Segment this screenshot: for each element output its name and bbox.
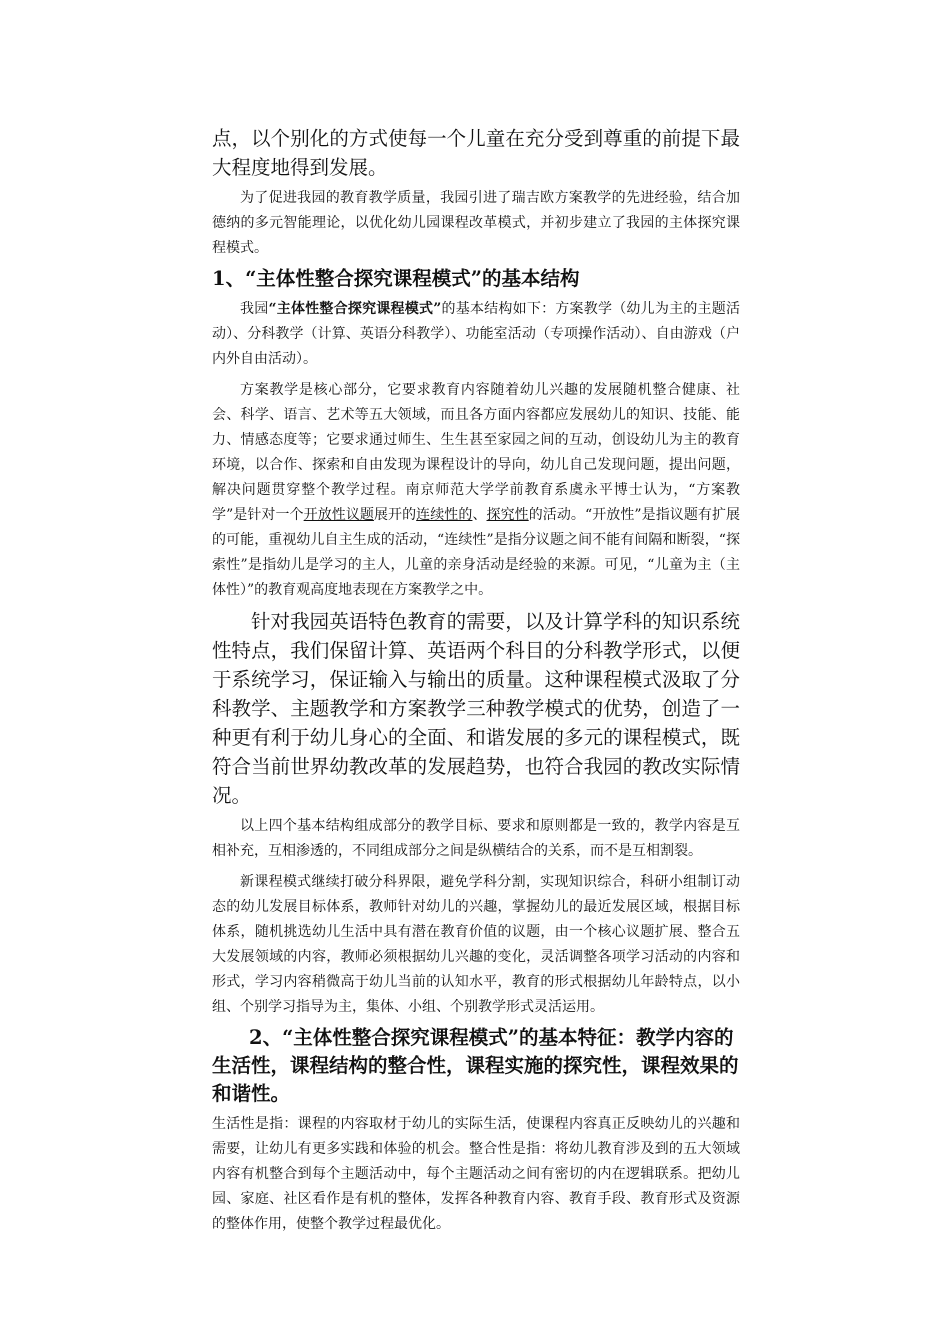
paragraph-structure xyxy=(212,297,740,372)
underlined-continuous: 连续性的 xyxy=(416,507,473,523)
project-teaching-text-c: 、 xyxy=(472,507,487,523)
section-heading-2: 2、“主体性整合探究课程模式”的基本特征：教学内容的生活性，课程结构的整合性，课程实施的探究性，课程效果的和谐性。 xyxy=(212,1026,739,1105)
paragraph-intro-continuation: 点，以个别化的方式使每一个儿童在充分受到尊重的前提下最大程度地得到发展。 xyxy=(212,127,740,179)
document-page xyxy=(212,124,740,1237)
paragraph-four-components: 以上四个基本结构组成部分的教学目标、要求和原则都是一致的，教学内容是互相补充，互相渗透的，不同组成部分之间是纵横结合的关系，而不是互相割裂。 xyxy=(212,818,740,859)
paragraph-background: 为了促进我园的教育教学质量，我园引进了瑞吉欧方案教学的先进经验，结合加德纳的多元智能理论，以优化幼儿园课程改革模式，并初步建立了我园的主体探究课程模式。 xyxy=(212,190,740,256)
structure-lead-text: 我园 xyxy=(240,301,269,317)
paragraph-subject-teaching: 针对我园英语特色教育的需要，以及计算学科的知识系统性特点，我们保留计算、英语两个科目的分科教学形式，以便于系统学习，保证输入与输出的质量。这种课程模式汲取了分科教学、主题教学和方案教学三种教学模式的优势，创造了一种更有利于幼儿身心的全面、和谐发展的多元的课程模式，既符合当前世界幼教改革的发展趋势，也符合我园的教改实际情况。 xyxy=(212,610,740,807)
section-heading-1: 1、“主体性整合探究课程模式”的基本结构 xyxy=(212,267,580,290)
structure-list-text: 的基本结构如下：方案教学（幼儿为主的主题活动）、分科教学（计算、英语分科教学）、功能室活动（专项操作活动）、自由游戏（户内外自由活动）。 xyxy=(212,301,740,367)
project-teaching-text-a: 方案教学是核心部分，它要求教育内容随着幼儿兴趣的发展随机整合健康、社会、科学、语言、艺术等五大领域，而且各方面内容都应发展幼儿的知识、技能、能力、情感态度等；它要求通过师生、生生甚至家园之间的互动，创设幼儿为主的教育环境，以合作、探索和自由发现为课程设计的导向，幼儿自己发现问题，提出问题，解决问题贯穿整个教学过程。南京师范大学学前教育系虞永平博士认为，“方案教学”是针对一个 xyxy=(212,382,740,523)
project-teaching-text-d: 的活动。“开放性”是指议题有扩展的可能，重视幼儿自主生成的活动，“连续性”是指分议题之间不能有间隔和断裂，“探索性”是指幼儿是学习的主人，儿童的亲身活动是经验的来源。可见，“儿童为主（主体性）”的教育观高度地表现在方案教学之中。 xyxy=(212,507,741,598)
model-name-bold: “主体性整合探究课程模式” xyxy=(268,301,442,317)
underlined-exploratory: 探究性 xyxy=(486,507,529,523)
underlined-open-topic: 开放性议题 xyxy=(303,507,374,523)
paragraph-characteristics: 生活性是指：课程的内容取材于幼儿的实际生活，使课程内容真正反映幼儿的兴趣和需要，让幼儿有更多实践和体验的机会。整合性是指：将幼儿教育涉及到的五大领域内容有机整合到每个主题活动中，每个主题活动之间有密切的内在逻辑联系。把幼儿园、家庭、社区看作是有机的整体，发挥各种教育内容、教育手段、教育形式及资源的整体作用，使整个教学过程最优化。 xyxy=(212,1116,740,1232)
paragraph-new-model: 新课程模式继续打破分科界限，避免学科分割，实现知识综合，科研小组制订动态的幼儿发展目标体系，教师针对幼儿的兴趣，掌握幼儿的最近发展区域，根据目标体系，随机挑选幼儿生活中具有潜在教育价值的议题，由一个核心议题扩展、整合五大发展领域的内容，教师必须根据幼儿兴趣的变化，灵活调整各项学习活动的内容和形式，学习内容稍微高于幼儿当前的认知水平，教育的形式根据幼儿年龄特点，以小组、个别学习指导为主，集体、小组、个别教学形式灵活运用。 xyxy=(212,874,740,1015)
paragraph-project-teaching xyxy=(212,378,740,603)
project-teaching-text-b: 展开的 xyxy=(373,507,417,523)
